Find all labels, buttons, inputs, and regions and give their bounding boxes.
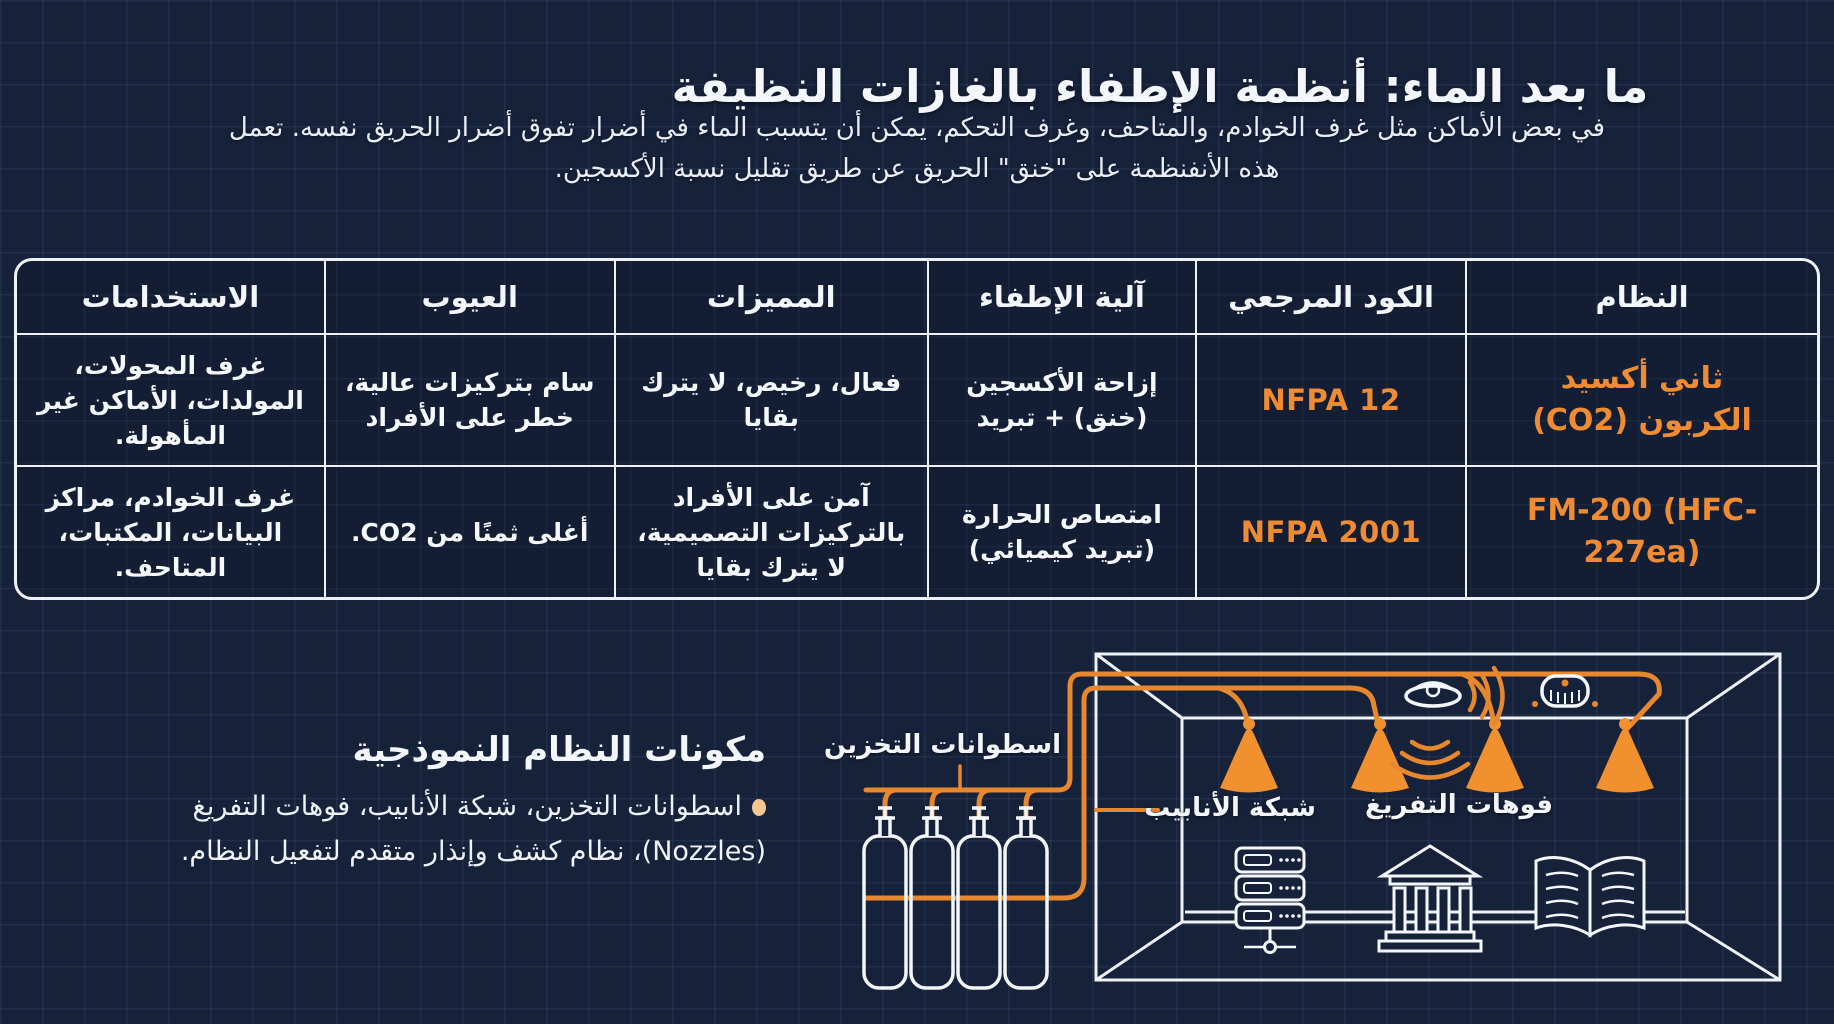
header-uses: الاستخدامات bbox=[17, 261, 325, 334]
header-system: النظام bbox=[1466, 261, 1817, 334]
cell-code-co2: NFPA 12 bbox=[1196, 334, 1466, 466]
subtitle-line-1: في بعض الأماكن مثل غرف الخوادم، والمتاحف، وغرف التحكم، يمكن أن يتسبب الماء في أضرار تفوق أضرار الحريق نفسه. تعمل bbox=[228, 113, 1606, 143]
cell-system-fm200: FM-200 (HFC-227ea) bbox=[1466, 466, 1817, 597]
system-diagram bbox=[823, 630, 1810, 1022]
cell-uses-fm200: غرف الخوادم، مراكز البيانات، المكتبات، المتاحف. bbox=[17, 466, 325, 597]
server-rack-icon bbox=[1236, 848, 1304, 953]
museum-building-icon bbox=[1379, 846, 1481, 951]
cylinders-label: اسطوانات التخزين bbox=[823, 730, 1061, 760]
components-section bbox=[72, 730, 766, 874]
discharge-nozzle-icon bbox=[1220, 718, 1654, 793]
subtitle-line-2: هذه الأنفنظمة على "خنق" الحريق عن طريق تقليل نسبة الأكسجين. bbox=[554, 154, 1280, 184]
bullet-dot-icon bbox=[752, 799, 766, 816]
table-header-row bbox=[17, 261, 1817, 334]
cell-cons-fm200: أغلى ثمنًا من CO2. bbox=[325, 466, 615, 597]
nozzles-label: فوهات التفريغ bbox=[1365, 790, 1553, 820]
heat-detector-icon bbox=[1532, 676, 1598, 707]
cell-code-fm200: NFPA 2001 bbox=[1196, 466, 1466, 597]
header-pros: المميزات bbox=[615, 261, 928, 334]
table-row-fm200 bbox=[17, 466, 1817, 597]
header-cons: العيوب bbox=[325, 261, 615, 334]
components-bullet-item: اسطوانات التخزين، شبكة الأنابيب، فوهات التفريغ (Nozzles)، نظام كشف وإنذار متقدم لتفعيل النظام. bbox=[180, 791, 766, 867]
page-subtitle bbox=[0, 108, 1834, 190]
cell-pros-fm200: آمن على الأفراد بالتركيزات التصميمية، لا يترك بقايا bbox=[615, 466, 928, 597]
cell-mechanism-fm200: امتصاص الحرارة (تبريد كيميائي) bbox=[928, 466, 1196, 597]
header-mechanism: آلية الإطفاء bbox=[928, 261, 1196, 334]
cell-uses-co2: غرف المحولات، المولدات، الأماكن غير المأهولة. bbox=[17, 334, 325, 466]
pipes-label: شبكة الأنابيب bbox=[1144, 793, 1316, 823]
page-title: ما بعد الماء: أنظمة الإطفاء بالغازات النظيفة bbox=[671, 60, 1649, 114]
cell-pros-co2: فعال، رخيص، لا يترك بقايا bbox=[615, 334, 928, 466]
components-heading: مكونات النظام النموذجية bbox=[352, 730, 766, 770]
systems-comparison-table bbox=[14, 258, 1820, 600]
open-book-icon bbox=[1536, 858, 1644, 935]
header-reference-code: الكود المرجعي bbox=[1196, 261, 1466, 334]
diagram-canvas bbox=[823, 630, 1810, 1022]
cell-cons-co2: سام بتركيزات عالية، خطر على الأفراد bbox=[325, 334, 615, 466]
table-row-co2 bbox=[17, 334, 1817, 466]
cell-mechanism-co2: إزاحة الأكسجين (خنق) + تبريد bbox=[928, 334, 1196, 466]
cell-system-co2: ثاني أكسيد الكربون (CO2) bbox=[1466, 334, 1817, 466]
